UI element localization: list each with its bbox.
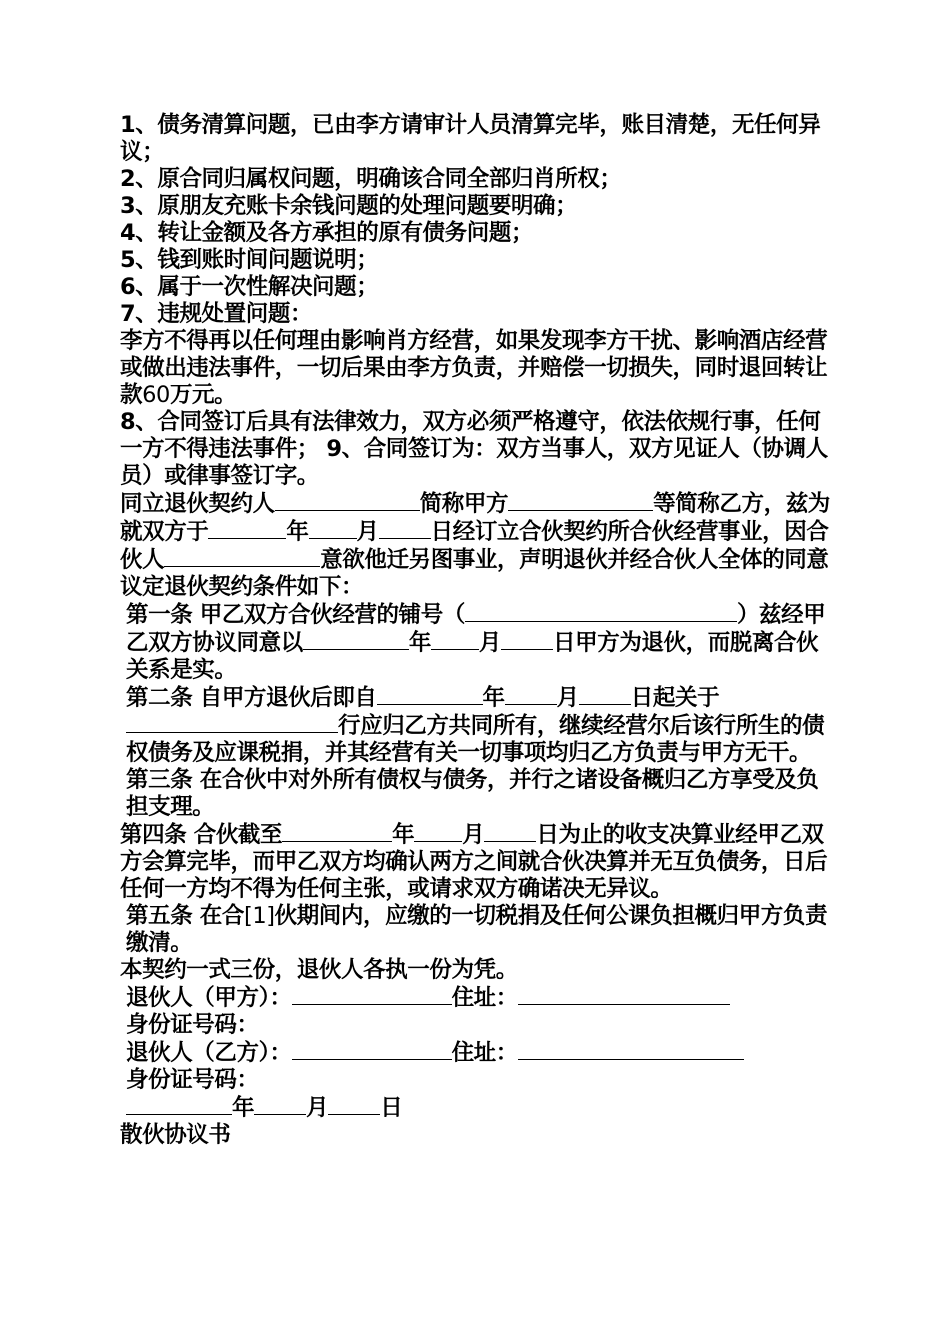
article-4: 第四条 合伙截至 年 月 日为止的收支决算业经甲乙双方会算完毕，而甲乙双方均确认两方之间就合伙决算并无互负债务，日后任何一方均不得为任何主张，或请求双方确诺决无异议。: [120, 822, 828, 902]
blank-year[interactable]: [126, 1094, 232, 1115]
blank-month[interactable]: [309, 518, 357, 539]
blank-address-b[interactable]: [518, 1039, 744, 1060]
article-3: 第三条 在合伙中对外所有债权与债务，并行之诸设备概归乙方享受及负担支理。: [126, 767, 819, 820]
article-1: 第一条 甲乙双方合伙经营的铺号（ ）兹经甲乙双方协议同意以 年 月 日甲方为退伙，而脱离合伙关系是实。: [126, 602, 826, 683]
id-number-b: 身份证号码：: [126, 1067, 259, 1093]
footnote-ref[interactable]: [1]: [243, 903, 275, 929]
item-1: 1、债务清算问题，已由李方请审计人员清算完毕，账目清楚，无任何异议；: [120, 112, 821, 165]
blank-shop-name[interactable]: [465, 601, 737, 622]
blank-month[interactable]: [254, 1094, 306, 1115]
refund-amount: 60: [142, 382, 170, 408]
blank-party-b[interactable]: [508, 490, 653, 511]
item-5: 5、钱到账时间问题说明；: [120, 247, 379, 273]
blank-party-a[interactable]: [275, 490, 420, 511]
blank-month[interactable]: [505, 684, 557, 705]
blank-day[interactable]: [379, 518, 431, 539]
blank-day[interactable]: [484, 821, 536, 842]
blank-month[interactable]: [414, 821, 462, 842]
item-2: 2、原合同归属权问题，明确该合同全部归肖所权；: [120, 166, 622, 192]
blank-year[interactable]: [282, 821, 392, 842]
item-3: 3、原朋友充账卡余钱问题的处理问题要明确；: [120, 193, 578, 219]
signature-party-a: 退伙人（甲方）： 住址：: [114, 984, 836, 1012]
article-5: 第五条 在合[1]伙期间内，应缴的一切税捐及任何公课负担概归甲方负责缴清。: [126, 903, 828, 956]
blank-address-a[interactable]: [518, 984, 730, 1005]
blank-day[interactable]: [328, 1094, 380, 1115]
footer-title: 散伙协议书: [120, 1122, 231, 1148]
blank-day[interactable]: [501, 629, 553, 650]
violation-clause: 李方不得再以任何理由影响肖方经营，如果发现李方干扰、影响酒店经营或做出违法事件，一切后果由李方负责，并赔偿一切损失，同时退回转让款60万元。: [120, 328, 828, 408]
item-6: 6、属于一次性解决问题；: [120, 274, 379, 300]
copies-statement: 本契约一式三份，退伙人各执一份为凭。: [120, 957, 518, 983]
blank-shop[interactable]: [126, 712, 338, 733]
blank-year[interactable]: [303, 629, 409, 650]
article-2: 第二条 自甲方退伙后即自 年 月 日起关于行应归乙方共同所有，继续经营尔后该行所生的债权债务及应课税捐，并其经营有关一切事项均归乙方负责与甲方无干。: [126, 685, 825, 766]
blank-day[interactable]: [579, 684, 631, 705]
intro-paragraph: 同立退伙契约人 简称甲方 等简称乙方，兹为就双方于 年 月 日经订立合伙契约所合伙经营事业，因合伙人 意欲他迁另图事业，声明退伙并经合伙人全体的同意议定退伙契约条件如下：: [120, 491, 830, 600]
item-4: 4、转让金额及各方承担的原有债务问题；: [120, 220, 534, 246]
blank-name-a[interactable]: [292, 984, 452, 1005]
id-number-a: 身份证号码：: [126, 1012, 259, 1038]
blank-year[interactable]: [377, 684, 483, 705]
document-body: [114, 112, 836, 1149]
blank-name-b[interactable]: [292, 1039, 452, 1060]
sign-date: 年 月 日: [114, 1094, 836, 1122]
blank-partner[interactable]: [164, 546, 320, 567]
item-7: 7、违规处置问题：: [120, 301, 313, 327]
signature-party-b: 退伙人（乙方）： 住址：: [114, 1039, 836, 1067]
item-8-9: 8、合同签订后具有法律效力，双方必须严格遵守，依法依规行事，任何一方不得违法事件； 9、合同签订为：双方当事人，双方见证人（协调人员）或律事签订字。: [120, 409, 828, 489]
blank-year[interactable]: [208, 518, 286, 539]
blank-month[interactable]: [431, 629, 479, 650]
